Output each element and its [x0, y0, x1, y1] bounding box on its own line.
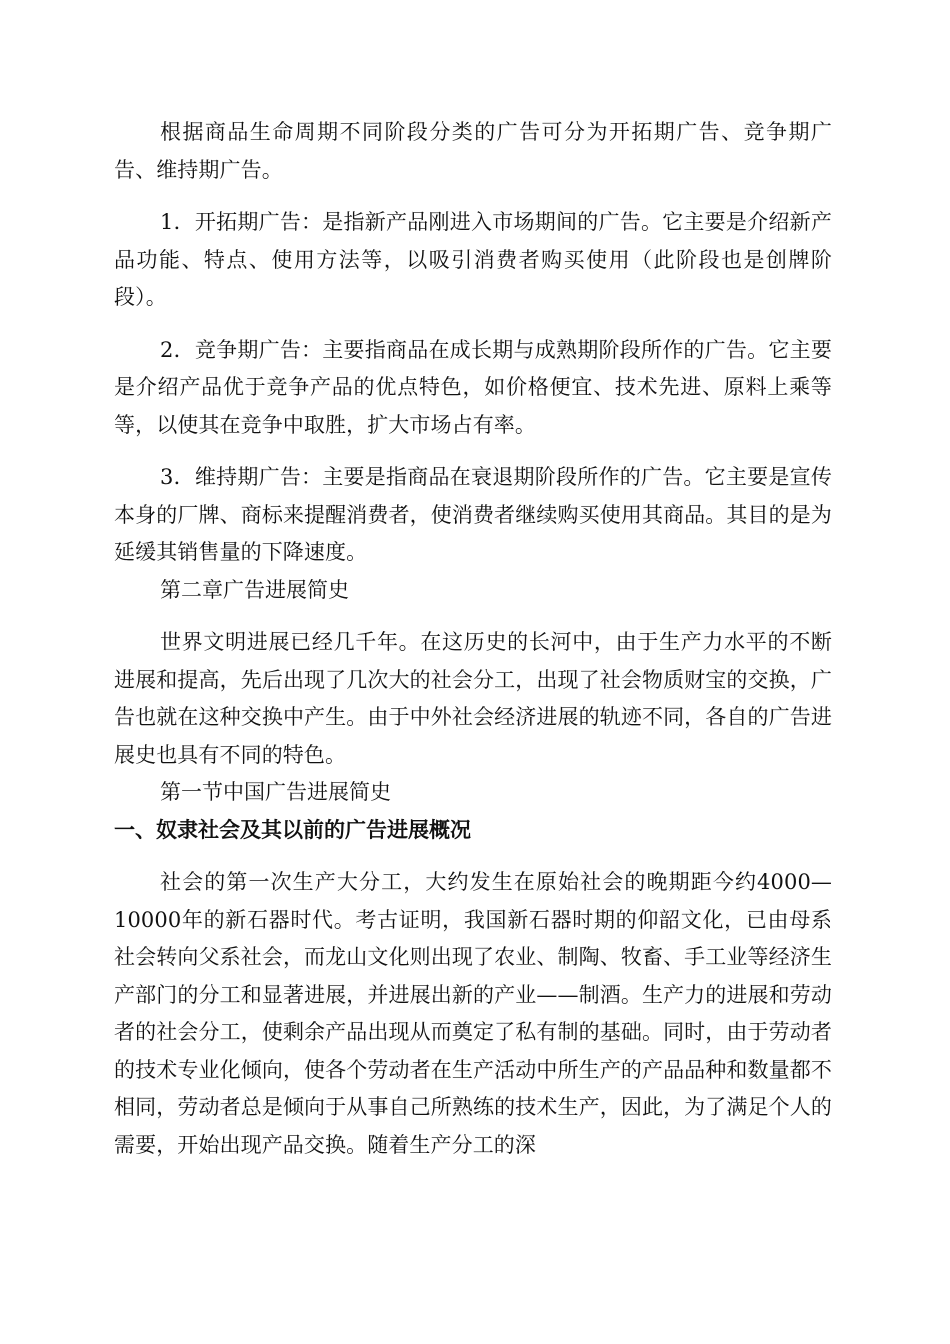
paragraph-lifecycle-intro: 根据商品生命周期不同阶段分类的广告可分为开拓期广告、竞争期广告、维持期广告。: [114, 120, 832, 182]
subsection-title: 一、奴隶社会及其以前的广告进展概况: [114, 817, 471, 842]
paragraph-pioneer-ad: 1．开拓期广告：是指新产品刚进入市场期间的广告。它主要是介绍新产品功能、特点、使用方法等，以吸引消费者购买使用（此阶段也是创牌阶段）。: [114, 210, 832, 309]
chapter-title: 第二章广告进展简史: [160, 577, 349, 602]
paragraph-maintenance-ad: 3．维持期广告：主要是指商品在衰退期阶段所作的广告。它主要是宣传本身的厂牌、商标来提醒消费者，使消费者继续购买使用其商品。其目的是为延缓其销售量的下降速度。: [114, 465, 832, 564]
paragraph-body: 社会的第一次生产大分工，大约发生在原始社会的晚期距今约4000—10000年的新石器时代。考古证明，我国新石器时期的仰韶文化，已由母系社会转向父系社会，而龙山文化则出现了农业、制陶、牧畜、手工业等经济生产部门的分工和显著进展，并进展出新的产业——制酒。生产力的进展和劳动者的社会分工，使剩余产品出现从而奠定了私有制的基础。同时，由于劳动者的技术专业化倾向，使各个劳动者在生产活动中所生产的产品品种和数量都不相同，劳动者总是倾向于从事自己所熟练的技术生产，因此，为了满足个人的需要，开始出现产品交换。随着生产分工的深: [114, 870, 832, 1157]
paragraph-competition-ad: 2．竞争期广告：主要指商品在成长期与成熟期阶段所作的广告。它主要是介绍产品优于竞争产品的优点特色，如价格便宜、技术先进、原料上乘等等，以使其在竞争中取胜，扩大市场占有率。: [114, 337, 832, 437]
paragraph-chapter-intro: 世界文明进展已经几千年。在这历史的长河中，由于生产力水平的不断进展和提高，先后出现了几次大的社会分工，出现了社会物质财宝的交换，广告也就在这种交换中产生。由于中外社会经济进展的轨迹不同，各自的广告进展史也具有不同的特色。: [114, 630, 832, 767]
section-title: 第一节中国广告进展简史: [160, 780, 391, 804]
document-page: [114, 114, 832, 1164]
